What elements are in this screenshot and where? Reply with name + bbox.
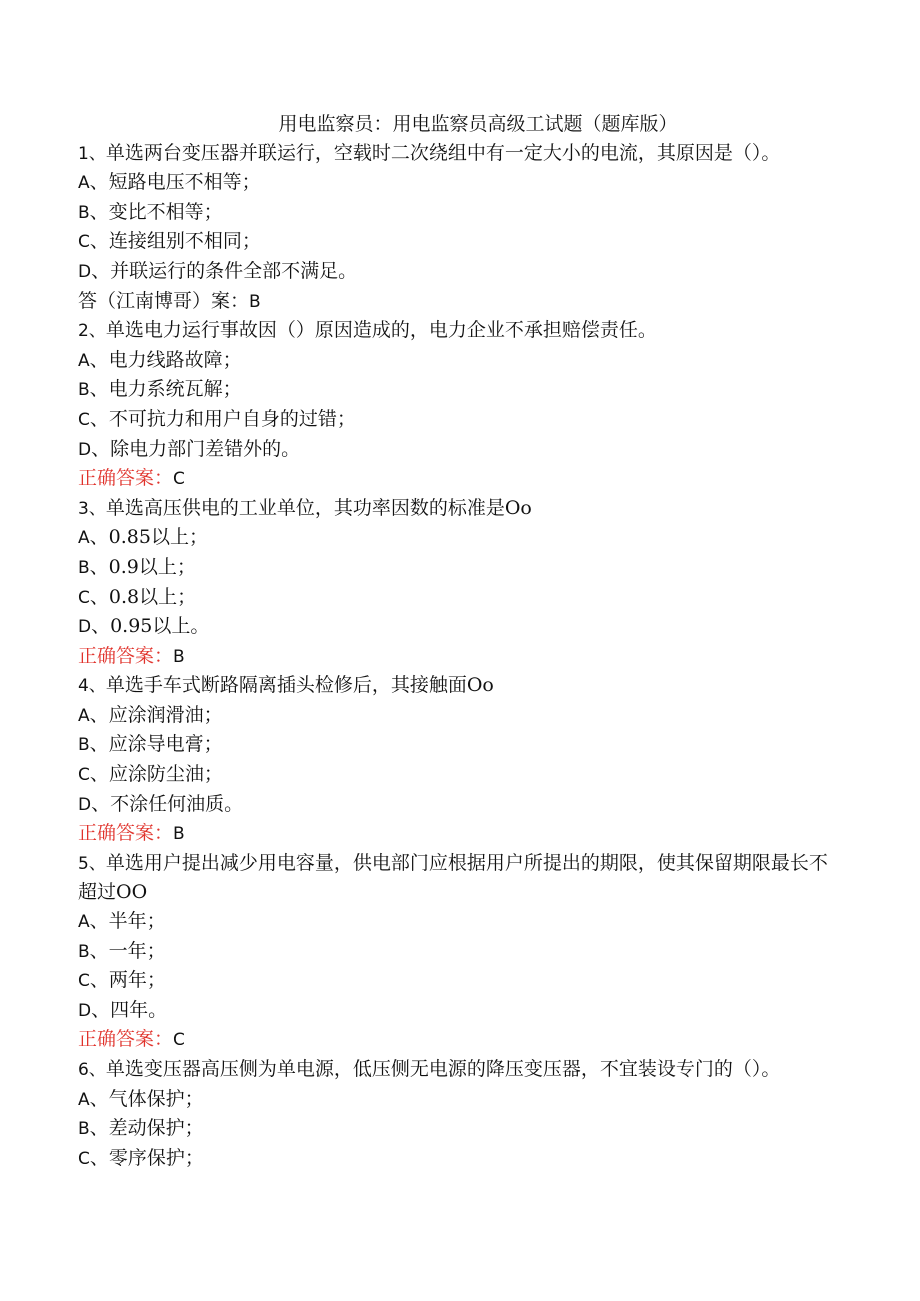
question-body: 单选变压器高压侧为单电源，低压侧无电源的降压变压器，不宜装设专门的（）。 xyxy=(105,1058,781,1080)
question-text xyxy=(78,139,838,169)
option-d xyxy=(78,612,838,642)
option-c xyxy=(78,1144,838,1174)
option-text: 、连接组别不相同； xyxy=(89,230,261,253)
option-a xyxy=(78,523,838,553)
question-5 xyxy=(78,849,838,1055)
question-body: 单选电力运行事故因（）原因造成的，电力企业不承担赔偿责任。 xyxy=(105,319,657,342)
question-body: 单选两台变压器并联运行，空载时二次绕组中有一定大小的电流，其原因是（）。 xyxy=(105,141,781,164)
question-body: 单选手车式断路隔离插头检修后，其接触面Oo xyxy=(105,674,494,697)
option-d xyxy=(78,790,838,820)
answer-value: B xyxy=(173,646,185,667)
question-number: 5、 xyxy=(78,853,106,874)
question-number: 3、 xyxy=(78,498,106,519)
question-3 xyxy=(78,494,838,672)
option-letter: B xyxy=(78,941,90,962)
question-text xyxy=(78,849,838,907)
option-a xyxy=(78,346,838,376)
question-text xyxy=(78,1055,838,1085)
question-text xyxy=(78,494,838,524)
question-4 xyxy=(78,671,838,849)
option-letter: B xyxy=(78,1119,90,1140)
option-letter: B xyxy=(78,557,90,578)
option-letter: A xyxy=(78,528,90,549)
option-text: 、0.95以上。 xyxy=(91,615,210,638)
answer-label: 正确答案： xyxy=(78,822,174,845)
option-text: 、短路电压不相等； xyxy=(89,171,261,194)
option-b xyxy=(78,1114,838,1144)
answer-line xyxy=(78,1025,838,1055)
option-letter: A xyxy=(78,705,90,726)
option-text: 、电力线路故障； xyxy=(89,348,242,371)
option-a xyxy=(78,907,838,937)
option-letter: D xyxy=(78,439,92,460)
answer-line xyxy=(78,642,838,672)
option-text: 、0.9以上； xyxy=(89,555,196,578)
option-text: 、半年； xyxy=(89,910,166,933)
option-b xyxy=(78,730,838,760)
option-text: 、并联运行的条件全部不满足。 xyxy=(91,259,358,282)
option-letter: A xyxy=(78,1089,90,1110)
option-a xyxy=(78,168,838,198)
option-letter: A xyxy=(78,173,90,194)
option-text: 、一年； xyxy=(89,939,166,962)
option-c xyxy=(78,227,838,257)
option-text: 、气体保护； xyxy=(89,1087,204,1110)
question-6 xyxy=(78,1055,838,1173)
answer-label: 正确答案： xyxy=(78,644,174,667)
question-text xyxy=(78,316,838,346)
answer-value: B xyxy=(249,291,261,312)
document-page xyxy=(78,110,838,1173)
option-b xyxy=(78,937,838,967)
answer-line xyxy=(78,819,838,849)
option-letter: D xyxy=(78,261,92,282)
option-letter: A xyxy=(78,912,90,933)
option-letter: C xyxy=(78,1148,90,1169)
answer-line xyxy=(78,287,838,317)
option-text: 、应涂导电膏； xyxy=(89,733,223,756)
question-number: 2、 xyxy=(78,321,106,342)
question-number: 1、 xyxy=(78,143,106,164)
option-c xyxy=(78,583,838,613)
option-text: 、电力系统瓦解； xyxy=(89,378,242,401)
option-text: 、不可抗力和用户自身的过错； xyxy=(89,407,356,430)
option-a xyxy=(78,1085,838,1115)
answer-value: B xyxy=(173,824,185,845)
option-text: 、应涂润滑油； xyxy=(89,703,223,726)
option-letter: D xyxy=(78,794,92,815)
option-text: 、两年； xyxy=(89,969,166,992)
answer-label: 答（江南博哥）案： xyxy=(78,289,250,312)
option-letter: C xyxy=(78,765,90,786)
option-d xyxy=(78,435,838,465)
option-letter: C xyxy=(78,587,90,608)
option-c xyxy=(78,760,838,790)
question-2 xyxy=(78,316,838,494)
question-body: 单选高压供电的工业单位，其功率因数的标准是Oo xyxy=(105,496,532,519)
question-1 xyxy=(78,139,838,317)
answer-label: 正确答案： xyxy=(78,1028,174,1051)
option-a xyxy=(78,701,838,731)
option-text: 、0.8以上； xyxy=(89,585,197,608)
option-d xyxy=(78,257,838,287)
question-number: 6、 xyxy=(78,1060,106,1080)
option-letter: D xyxy=(78,617,92,638)
option-text: 、除电力部门差错外的。 xyxy=(91,437,301,460)
answer-line xyxy=(78,464,838,494)
option-letter: A xyxy=(78,350,90,371)
option-c xyxy=(78,405,838,435)
question-text xyxy=(78,671,838,701)
option-text: 、变比不相等； xyxy=(89,200,223,223)
question-number: 4、 xyxy=(78,676,106,697)
option-text: 、零序保护； xyxy=(89,1146,204,1169)
answer-value: C xyxy=(173,469,185,490)
question-body: 单选用户提出减少用电容量，供电部门应根据用户所提出的期限，使其保留期限最长不超过OO xyxy=(78,851,828,904)
option-letter: B xyxy=(78,380,90,401)
option-d xyxy=(78,996,838,1026)
option-text: 、差动保护； xyxy=(89,1117,204,1140)
option-text: 、四年。 xyxy=(91,998,168,1021)
option-b xyxy=(78,553,838,583)
option-text: 、应涂防尘油； xyxy=(89,763,223,786)
option-b xyxy=(78,375,838,405)
option-text: 、不涂任何油质。 xyxy=(91,792,244,815)
document-title: 用电监察员：用电监察员高级工试题（题库版） xyxy=(278,113,678,135)
option-letter: B xyxy=(78,735,90,756)
option-letter: C xyxy=(78,409,90,430)
option-letter: C xyxy=(78,232,90,253)
option-text: 、0.85以上； xyxy=(89,526,208,549)
option-letter: B xyxy=(78,202,90,223)
option-letter: D xyxy=(78,1000,92,1021)
option-c xyxy=(78,966,838,996)
answer-value: C xyxy=(173,1030,185,1051)
answer-label: 正确答案： xyxy=(78,467,174,490)
option-b xyxy=(78,198,838,228)
option-letter: C xyxy=(78,971,90,992)
